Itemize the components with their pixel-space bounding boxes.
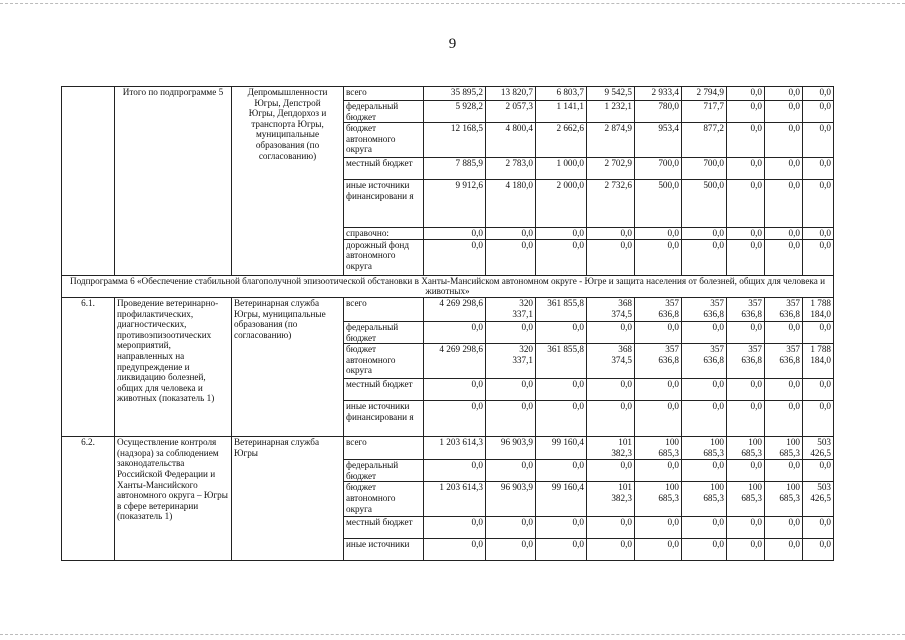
value-cell: 0,0 [727,123,765,158]
value-cell: 500,0 [635,180,682,228]
value-cell: 0,0 [536,239,587,275]
value-cell: 0,0 [727,321,765,343]
value-cell: 7 885,9 [424,158,486,180]
value-cell: 0,0 [727,239,765,275]
value-cell: 0,0 [765,401,803,437]
value-cell: 0,0 [536,321,587,343]
value-cell: 0,0 [727,379,765,401]
value-cell: 1 000,0 [536,158,587,180]
value-cell: 0,0 [587,239,635,275]
value-cell: 361 855,8 [536,297,587,321]
value-cell: 0,0 [536,517,587,539]
value-cell: 780,0 [635,101,682,123]
value-cell: 368 374,5 [587,344,635,379]
subprogram-title-row [62,275,834,297]
value-cell: 2 794,9 [682,87,727,101]
value-cell: 2 662,6 [536,123,587,158]
funding-source-cell: иные источники [344,539,424,561]
value-cell: 0,0 [727,228,765,240]
value-cell: 0,0 [486,517,536,539]
value-cell: 4 800,4 [486,123,536,158]
value-cell: 0,0 [803,321,834,343]
value-cell: 2 000,0 [536,180,587,228]
value-cell: 2 057,3 [486,101,536,123]
item-name: Проведение ветеринарно-профилактических, диагностических, противоэпизоотических мероприятий, направленных на предупреждение и ликвидацию болезней, общих для человека и животных (показатель 1) [115,297,232,436]
value-cell: 0,0 [682,517,727,539]
value-cell: 0,0 [765,539,803,561]
value-cell: 0,0 [424,239,486,275]
value-cell: 99 160,4 [536,482,587,517]
value-cell: 0,0 [486,539,536,561]
funding-source-cell: всего [344,297,424,321]
value-cell: 100 685,3 [727,437,765,460]
value-cell: 0,0 [682,379,727,401]
value-cell: 0,0 [803,239,834,275]
value-cell: 0,0 [803,460,834,482]
value-cell: 0,0 [424,379,486,401]
value-cell: 13 820,7 [486,87,536,101]
item-name: Осуществление контроля (надзора) за соблюдением законодательства Российской Федерации и Ханты-Мансийского автономного округа – Югры в сфере ветеринарии (показатель 1) [115,437,232,561]
value-cell: 0,0 [765,517,803,539]
table-row [62,437,834,460]
value-cell: 2 783,0 [486,158,536,180]
value-cell: 357 636,8 [727,344,765,379]
value-cell: 0,0 [727,460,765,482]
value-cell: 361 855,8 [536,344,587,379]
value-cell: 100 685,3 [635,482,682,517]
funding-source-cell: федеральный бюджет [344,321,424,343]
value-cell: 0,0 [424,321,486,343]
value-cell: 717,7 [682,101,727,123]
value-cell: 0,0 [803,539,834,561]
value-cell: 320 337,1 [486,297,536,321]
value-cell: 2 874,9 [587,123,635,158]
value-cell: 0,0 [765,180,803,228]
value-cell: 96 903,9 [486,482,536,517]
value-cell: 700,0 [635,158,682,180]
value-cell: 35 895,2 [424,87,486,101]
table-row [62,87,834,101]
value-cell: 0,0 [587,379,635,401]
value-cell: 2 732,6 [587,180,635,228]
value-cell: 877,2 [682,123,727,158]
value-cell: 0,0 [765,87,803,101]
value-cell: 357 636,8 [682,297,727,321]
value-cell: 0,0 [765,239,803,275]
value-cell: 357 636,8 [635,297,682,321]
value-cell: 0,0 [587,517,635,539]
funding-source-cell: справочно: [344,228,424,240]
executor-cell: Ветеринарная служба Югры, муниципальные образования (по согласованию) [232,297,344,436]
value-cell: 700,0 [682,158,727,180]
value-cell: 1 203 614,3 [424,482,486,517]
executor-cell: Ветеринарная служба Югры [232,437,344,561]
value-cell: 0,0 [765,321,803,343]
value-cell: 96 903,9 [486,437,536,460]
value-cell: 1 232,1 [587,101,635,123]
value-cell: 357 636,8 [635,344,682,379]
value-cell: 0,0 [682,401,727,437]
value-cell: 0,0 [803,87,834,101]
value-cell: 0,0 [682,460,727,482]
value-cell: 101 382,3 [587,437,635,460]
value-cell: 0,0 [803,401,834,437]
row-number-cell [62,87,115,276]
value-cell: 5 928,2 [424,101,486,123]
table-row [62,297,834,321]
value-cell: 320 337,1 [486,344,536,379]
value-cell: 0,0 [486,239,536,275]
funding-source-cell: всего [344,87,424,101]
value-cell: 0,0 [727,180,765,228]
value-cell: 0,0 [682,228,727,240]
value-cell: 100 685,3 [765,482,803,517]
value-cell: 0,0 [587,401,635,437]
value-cell: 0,0 [424,460,486,482]
value-cell: 0,0 [635,401,682,437]
value-cell: 0,0 [486,321,536,343]
value-cell: 357 636,8 [727,297,765,321]
scan-top-edge [0,3,905,4]
value-cell: 1 141,1 [536,101,587,123]
value-cell: 0,0 [587,321,635,343]
funding-source-cell: иные источники финансировани я [344,401,424,437]
subprogram-title: Подпрограмма 6 «Обеспечение стабильной благополучной эпизоотической обстановки в Ханты-Мансийском автономном округе - Югре и защита населения от болезней, общих для человека и животных» [62,275,834,297]
value-cell: 6 803,7 [536,87,587,101]
value-cell: 0,0 [635,517,682,539]
value-cell: 9 542,5 [587,87,635,101]
value-cell: 0,0 [424,517,486,539]
value-cell: 0,0 [424,228,486,240]
funding-source-cell: федеральный бюджет [344,101,424,123]
funding-source-cell: иные источники финансировани я [344,180,424,228]
value-cell: 0,0 [536,539,587,561]
value-cell: 4 269 298,6 [424,344,486,379]
value-cell: 0,0 [727,517,765,539]
value-cell: 0,0 [803,123,834,158]
value-cell: 0,0 [635,228,682,240]
value-cell: 0,0 [635,539,682,561]
value-cell: 0,0 [536,379,587,401]
page-number: 9 [448,36,457,52]
funding-source-cell: бюджет автономного округа [344,123,424,158]
value-cell: 357 636,8 [682,344,727,379]
value-cell: 0,0 [486,228,536,240]
value-cell: 0,0 [727,158,765,180]
value-cell: 0,0 [803,101,834,123]
value-cell: 500,0 [682,180,727,228]
value-cell: 0,0 [803,228,834,240]
value-cell: 0,0 [765,123,803,158]
funding-source-cell: бюджет автономного округа [344,344,424,379]
funding-source-cell: всего [344,437,424,460]
value-cell: 0,0 [587,460,635,482]
value-cell: 0,0 [803,180,834,228]
value-cell: 0,0 [765,101,803,123]
item-number: 6.1. [62,297,115,436]
value-cell: 0,0 [682,239,727,275]
value-cell: 0,0 [486,460,536,482]
value-cell: 0,0 [765,228,803,240]
value-cell: 0,0 [727,539,765,561]
item-number: 6.2. [62,437,115,561]
value-cell: 2 702,9 [587,158,635,180]
table-body [62,87,834,561]
value-cell: 953,4 [635,123,682,158]
value-cell: 100 685,3 [765,437,803,460]
value-cell: 0,0 [765,379,803,401]
value-cell: 0,0 [682,539,727,561]
value-cell: 1 203 614,3 [424,437,486,460]
value-cell: 1 788 184,0 [803,344,834,379]
funding-source-cell: бюджет автономного округа [344,482,424,517]
budget-table [61,86,834,561]
value-cell: 0,0 [635,460,682,482]
value-cell: 1 788 184,0 [803,297,834,321]
value-cell: 0,0 [635,379,682,401]
value-cell: 357 636,8 [765,297,803,321]
funding-source-cell: местный бюджет [344,158,424,180]
value-cell: 100 685,3 [727,482,765,517]
value-cell: 0,0 [727,101,765,123]
value-cell: 4 269 298,6 [424,297,486,321]
value-cell: 0,0 [424,401,486,437]
value-cell: 0,0 [536,401,587,437]
value-cell: 0,0 [803,517,834,539]
summary-name-cell: Итого по подпрограмме 5 [115,87,232,276]
value-cell: 0,0 [424,539,486,561]
value-cell: 100 685,3 [682,437,727,460]
value-cell: 0,0 [765,460,803,482]
value-cell: 0,0 [727,87,765,101]
value-cell: 4 180,0 [486,180,536,228]
funding-source-cell: местный бюджет [344,517,424,539]
value-cell: 100 685,3 [635,437,682,460]
value-cell: 503 426,5 [803,437,834,460]
value-cell: 0,0 [765,158,803,180]
value-cell: 0,0 [727,401,765,437]
value-cell: 0,0 [635,239,682,275]
executor-cell: Депромышленности Югры, Депстрой Югры, Депдорхоз и транспорта Югры, муниципальные образования (по согласованию) [232,87,344,276]
value-cell: 0,0 [803,158,834,180]
funding-source-cell: федеральный бюджет [344,460,424,482]
value-cell: 101 382,3 [587,482,635,517]
value-cell: 357 636,8 [765,344,803,379]
value-cell: 0,0 [536,460,587,482]
funding-source-cell: дорожный фонд автономного округа [344,239,424,275]
value-cell: 0,0 [486,401,536,437]
value-cell: 12 168,5 [424,123,486,158]
value-cell: 0,0 [587,539,635,561]
value-cell: 99 160,4 [536,437,587,460]
value-cell: 0,0 [536,228,587,240]
value-cell: 0,0 [803,379,834,401]
value-cell: 0,0 [486,379,536,401]
funding-source-cell: местный бюджет [344,379,424,401]
value-cell: 368 374,5 [587,297,635,321]
value-cell: 0,0 [682,321,727,343]
value-cell: 0,0 [587,228,635,240]
value-cell: 503 426,5 [803,482,834,517]
value-cell: 2 933,4 [635,87,682,101]
value-cell: 0,0 [635,321,682,343]
value-cell: 9 912,6 [424,180,486,228]
scan-bottom-edge [0,634,905,635]
value-cell: 100 685,3 [682,482,727,517]
